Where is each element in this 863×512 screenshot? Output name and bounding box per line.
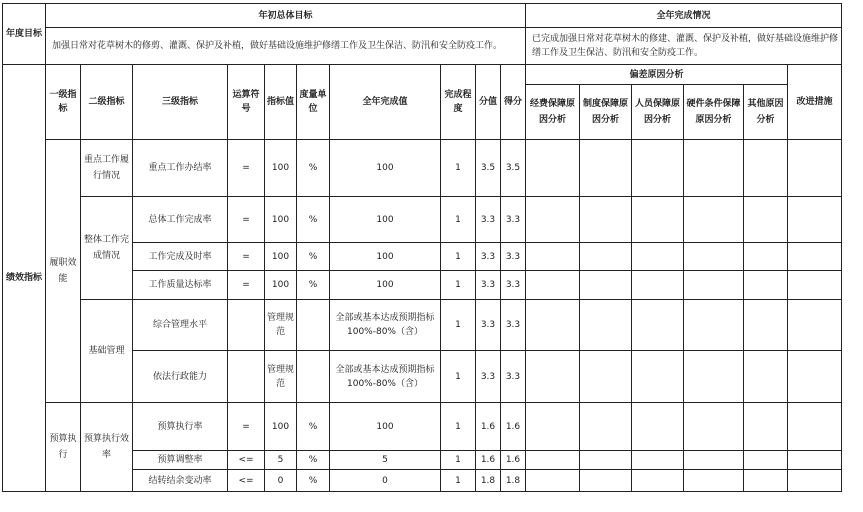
col-completion: 完成程度 <box>441 65 476 140</box>
dev-hardware-cell <box>684 300 744 351</box>
initial-goal-title: 年初总体目标 <box>46 4 526 28</box>
dev-system-cell <box>580 300 632 351</box>
col-improvement: 改进措施 <box>788 65 842 140</box>
improvement-cell <box>788 403 842 451</box>
unit-cell: % <box>297 140 330 197</box>
operator-cell: <= <box>228 470 265 492</box>
score-cell: 3.3 <box>501 351 526 403</box>
improvement-cell <box>788 271 842 300</box>
level3-name: 依法行政能力 <box>133 351 228 403</box>
dev-funding-cell <box>526 243 580 271</box>
target-cell: 管理规范 <box>265 300 297 351</box>
score-cell: 3.5 <box>501 140 526 197</box>
dev-hardware-cell <box>684 243 744 271</box>
dev-hardware-cell <box>684 271 744 300</box>
dev-system-cell <box>580 351 632 403</box>
completion-cell: 1 <box>441 300 476 351</box>
target-cell: 管理规范 <box>265 351 297 403</box>
col-score: 得分 <box>501 65 526 140</box>
dev-funding-cell <box>526 451 580 470</box>
col-dev-system: 制度保障原因分析 <box>580 85 632 140</box>
dev-system-cell <box>580 271 632 300</box>
level3-name: 工作完成及时率 <box>133 243 228 271</box>
target-cell: 0 <box>265 470 297 492</box>
dev-hardware-cell <box>684 140 744 197</box>
table-row <box>3 403 842 451</box>
table-row <box>3 197 842 243</box>
completion-cell: 1 <box>441 140 476 197</box>
table-row <box>3 140 842 197</box>
col-operator: 运算符号 <box>228 65 265 140</box>
weight-cell: 1.8 <box>476 470 501 492</box>
dev-staff-cell <box>632 351 684 403</box>
annual-completion-text: 已完成加强日常对花草树木的修建、灌溉、保护及补植，做好基础设施维护修缮工作及卫生保洁、防汛和安全防疫工作。 <box>526 28 842 65</box>
level3-name: 工作质量达标率 <box>133 271 228 300</box>
dev-funding-cell <box>526 197 580 243</box>
dev-staff-cell <box>632 300 684 351</box>
dev-funding-cell <box>526 140 580 197</box>
target-cell: 5 <box>265 451 297 470</box>
improvement-cell <box>788 140 842 197</box>
unit-cell: % <box>297 271 330 300</box>
dev-funding-cell <box>526 351 580 403</box>
weight-cell: 3.3 <box>476 243 501 271</box>
dev-hardware-cell <box>684 197 744 243</box>
completion-cell: 1 <box>441 470 476 492</box>
target-cell: 100 <box>265 197 297 243</box>
initial-goal-text: 加强日常对花草树木的修剪、灌溉、保护及补植，做好基础设施维护修缮工作及卫生保洁、防汛和安全防疫工作。 <box>46 28 526 65</box>
dev-system-cell <box>580 470 632 492</box>
dev-other-cell <box>744 271 788 300</box>
improvement-cell <box>788 197 842 243</box>
improvement-cell <box>788 351 842 403</box>
weight-cell: 3.3 <box>476 197 501 243</box>
unit-cell: % <box>297 243 330 271</box>
dev-hardware-cell <box>684 351 744 403</box>
unit-cell: % <box>297 403 330 451</box>
weight-cell: 1.6 <box>476 403 501 451</box>
col-deviation-group: 偏差原因分析 <box>526 65 788 85</box>
improvement-cell <box>788 243 842 271</box>
weight-cell: 3.5 <box>476 140 501 197</box>
value-cell: 100 <box>330 271 441 300</box>
completion-cell: 1 <box>441 243 476 271</box>
level2-budget: 预算执行效率 <box>81 403 133 492</box>
dev-other-cell <box>744 403 788 451</box>
completion-cell: 1 <box>441 271 476 300</box>
unit-cell: % <box>297 197 330 243</box>
operator-cell <box>228 351 265 403</box>
col-dev-hardware: 硬件条件保障原因分析 <box>684 85 744 140</box>
score-cell: 1.6 <box>501 451 526 470</box>
table-row <box>3 300 842 351</box>
level2-basic: 基础管理 <box>81 300 133 403</box>
col-dev-funding: 经费保障原因分析 <box>526 85 580 140</box>
level3-name: 结转结余变动率 <box>133 470 228 492</box>
col-level1: 一级指标 <box>46 65 81 140</box>
dev-funding-cell <box>526 300 580 351</box>
level3-name: 预算调整率 <box>133 451 228 470</box>
value-cell: 100 <box>330 403 441 451</box>
dev-system-cell <box>580 451 632 470</box>
dev-staff-cell <box>632 470 684 492</box>
dev-staff-cell <box>632 140 684 197</box>
annual-completion-title: 全年完成情况 <box>526 4 842 28</box>
weight-cell: 3.3 <box>476 351 501 403</box>
col-level2: 二级指标 <box>81 65 133 140</box>
improvement-cell <box>788 300 842 351</box>
level3-name: 总体工作完成率 <box>133 197 228 243</box>
score-cell: 1.8 <box>501 470 526 492</box>
dev-staff-cell <box>632 451 684 470</box>
target-cell: 100 <box>265 271 297 300</box>
level2-overall: 整体工作完成情况 <box>81 197 133 300</box>
level3-name: 重点工作办结率 <box>133 140 228 197</box>
dev-other-cell <box>744 470 788 492</box>
dev-other-cell <box>744 140 788 197</box>
target-cell: 100 <box>265 403 297 451</box>
value-cell: 0 <box>330 470 441 492</box>
dev-hardware-cell <box>684 451 744 470</box>
dev-other-cell <box>744 451 788 470</box>
score-cell: 3.3 <box>501 197 526 243</box>
performance-table <box>2 3 842 492</box>
dev-other-cell <box>744 351 788 403</box>
operator-cell <box>228 300 265 351</box>
dev-funding-cell <box>526 403 580 451</box>
value-cell: 全部或基本达成预期指标100%-80%（含） <box>330 300 441 351</box>
dev-hardware-cell <box>684 403 744 451</box>
col-dev-staff: 人员保障原因分析 <box>632 85 684 140</box>
improvement-cell <box>788 470 842 492</box>
value-cell: 100 <box>330 197 441 243</box>
unit-cell: % <box>297 451 330 470</box>
level3-name: 综合管理水平 <box>133 300 228 351</box>
dev-system-cell <box>580 140 632 197</box>
dev-other-cell <box>744 197 788 243</box>
value-cell: 5 <box>330 451 441 470</box>
target-cell: 100 <box>265 243 297 271</box>
score-cell: 3.3 <box>501 271 526 300</box>
unit-cell <box>297 351 330 403</box>
completion-cell: 1 <box>441 197 476 243</box>
level2-key: 重点工作履行情况 <box>81 140 133 197</box>
value-cell: 100 <box>330 140 441 197</box>
operator-cell: = <box>228 271 265 300</box>
dev-funding-cell <box>526 470 580 492</box>
col-unit: 度量单位 <box>297 65 330 140</box>
level3-name: 预算执行率 <box>133 403 228 451</box>
dev-system-cell <box>580 403 632 451</box>
year-goal-label: 年度目标 <box>3 4 46 65</box>
dev-system-cell <box>580 243 632 271</box>
col-target: 指标值 <box>265 65 297 140</box>
completion-cell: 1 <box>441 351 476 403</box>
improvement-cell <box>788 451 842 470</box>
completion-cell: 1 <box>441 451 476 470</box>
dev-staff-cell <box>632 243 684 271</box>
operator-cell: <= <box>228 451 265 470</box>
dev-staff-cell <box>632 403 684 451</box>
col-annual-value: 全年完成值 <box>330 65 441 140</box>
dev-staff-cell <box>632 197 684 243</box>
weight-cell: 3.3 <box>476 300 501 351</box>
level1-budget: 预算执行 <box>46 403 81 492</box>
level1-duty: 履职效能 <box>46 140 81 403</box>
dev-other-cell <box>744 300 788 351</box>
col-weight: 分值 <box>476 65 501 140</box>
operator-cell: = <box>228 140 265 197</box>
target-cell: 100 <box>265 140 297 197</box>
value-cell: 全部或基本达成预期指标100%-80%（含） <box>330 351 441 403</box>
dev-system-cell <box>580 197 632 243</box>
score-cell: 3.3 <box>501 300 526 351</box>
col-level3: 三级指标 <box>133 65 228 140</box>
unit-cell: % <box>297 470 330 492</box>
dev-funding-cell <box>526 271 580 300</box>
weight-cell: 1.6 <box>476 451 501 470</box>
completion-cell: 1 <box>441 403 476 451</box>
score-cell: 3.3 <box>501 243 526 271</box>
weight-cell: 3.3 <box>476 271 501 300</box>
dev-staff-cell <box>632 271 684 300</box>
dev-hardware-cell <box>684 470 744 492</box>
col-dev-other: 其他原因分析 <box>744 85 788 140</box>
operator-cell: = <box>228 403 265 451</box>
performance-label: 绩效指标 <box>3 65 46 492</box>
unit-cell <box>297 300 330 351</box>
score-cell: 1.6 <box>501 403 526 451</box>
operator-cell: = <box>228 243 265 271</box>
value-cell: 100 <box>330 243 441 271</box>
operator-cell: = <box>228 197 265 243</box>
dev-other-cell <box>744 243 788 271</box>
